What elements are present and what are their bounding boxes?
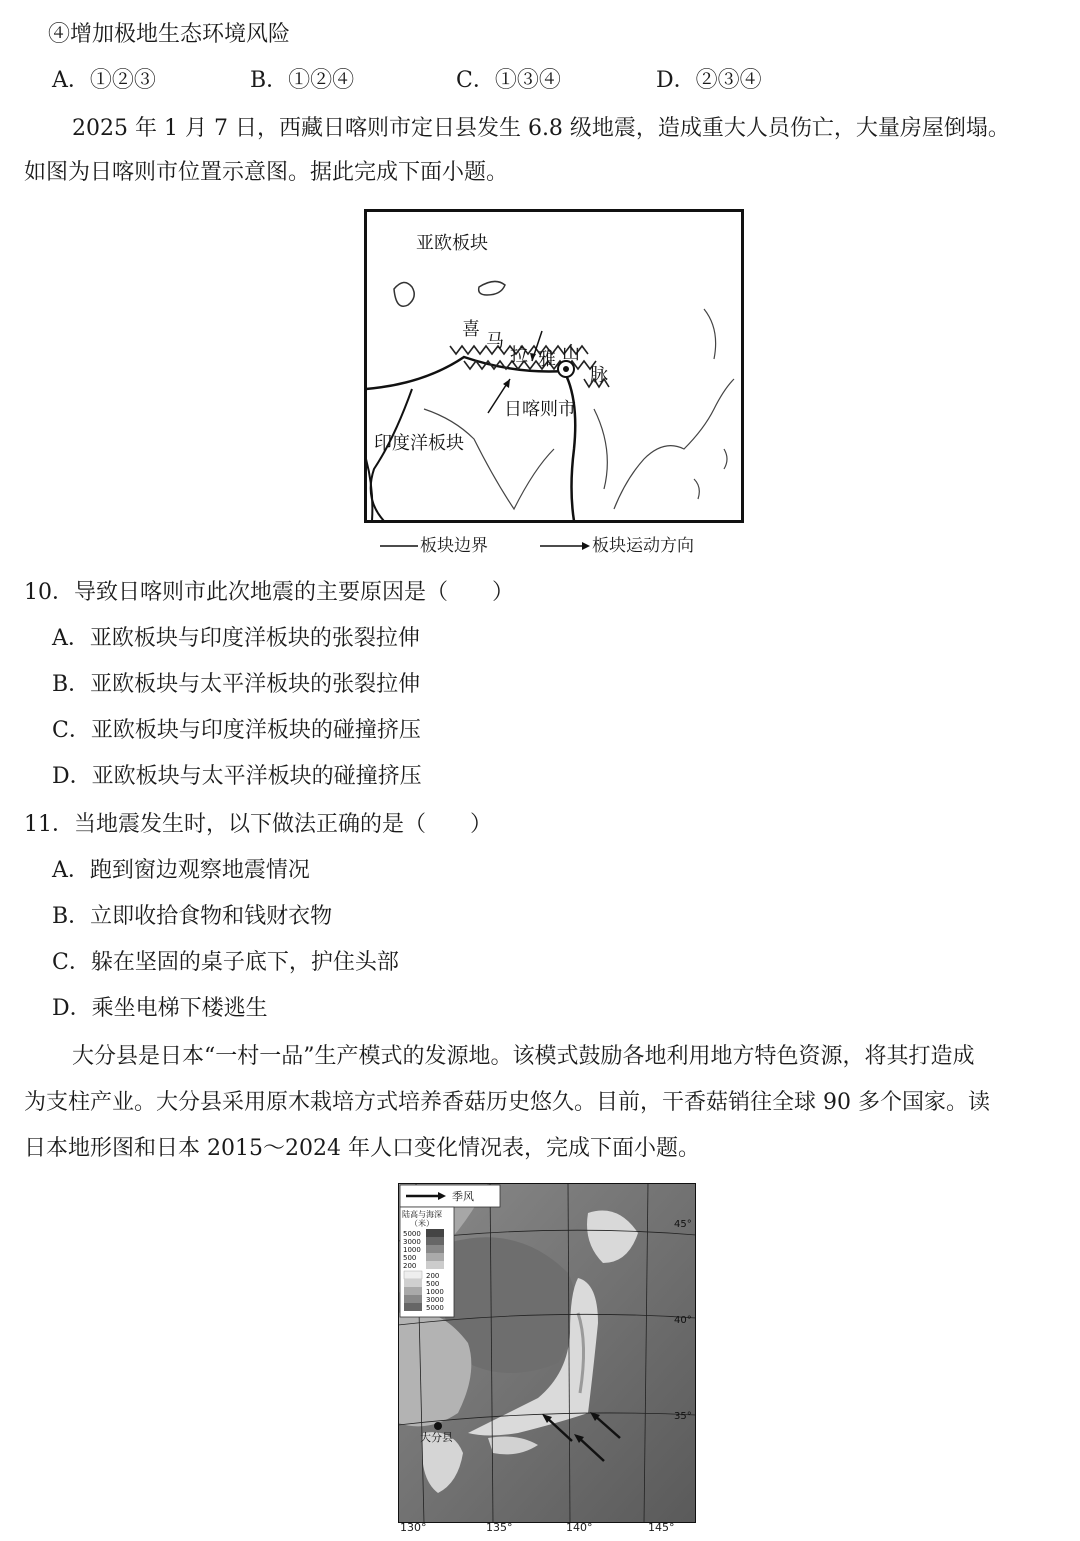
sea-swatch xyxy=(404,1295,422,1303)
japan-intro-line-2: 为支柱产业。大分县采用原木栽培方式培养香菇历史悠久。目前，干香菇销往全球 90 多个国家。读 xyxy=(24,1090,990,1115)
sea-swatch xyxy=(404,1279,422,1287)
legend-motion-arrow xyxy=(540,538,592,552)
q10-option-a[interactable]: A．亚欧板块与印度洋板块的张裂拉伸 xyxy=(52,626,420,651)
indian-plate-label: 印度洋板块 xyxy=(374,433,464,454)
q11-option-c[interactable]: C．躲在坚固的桌子底下，护住头部 xyxy=(52,950,399,975)
elevation-legend-title: 陆高与海深 xyxy=(402,1210,442,1219)
elevation-legend-unit: （米） xyxy=(410,1219,434,1228)
sea-swatch xyxy=(404,1303,422,1311)
q10-option-d[interactable]: D．亚欧板块与太平洋板块的碰撞挤压 xyxy=(52,764,422,789)
himalaya-label-3: 拉 xyxy=(510,345,528,366)
q10-option-c[interactable]: C．亚欧板块与印度洋板块的碰撞挤压 xyxy=(52,718,421,743)
q11-option-b[interactable]: B．立即收拾食物和钱财衣物 xyxy=(52,904,333,929)
oita-label: 大分县 xyxy=(420,1431,453,1444)
himalaya-label-4: 雅 xyxy=(538,349,556,370)
q11-option-a[interactable]: A．跑到窗边观察地震情况 xyxy=(52,858,310,883)
himalaya-label-6: 脉 xyxy=(590,365,608,386)
sea-swatch xyxy=(404,1287,422,1295)
himalaya-label-5: 山 xyxy=(562,343,580,364)
sea-level: 3000 xyxy=(426,1296,444,1304)
oita-marker xyxy=(434,1422,442,1430)
land-swatch xyxy=(426,1229,444,1237)
previous-options xyxy=(52,66,812,96)
shigatse-label: 日喀则市 xyxy=(504,399,576,420)
monsoon-legend-text: 季风 xyxy=(452,1190,474,1203)
previous-item-4: ④增加极地生态环境风险 xyxy=(48,22,291,47)
sea-level: 1000 xyxy=(426,1288,444,1296)
eurasian-plate-label: 亚欧板块 xyxy=(416,233,488,254)
previous-option-b[interactable]: B．①②④ xyxy=(250,68,355,93)
shigatse-marker-dot xyxy=(563,366,569,372)
land-swatch xyxy=(426,1261,444,1269)
land-level: 1000 xyxy=(403,1246,421,1254)
shigatse-location-map xyxy=(364,209,744,523)
japan-terrain-map xyxy=(398,1183,696,1523)
earthquake-intro-line-1: 2025 年 1 月 7 日，西藏日喀则市定日县发生 6.8 级地震，造成重大人员伤亡，大量房屋倒塌。 xyxy=(72,116,1010,141)
land-level: 5000 xyxy=(403,1230,421,1238)
land-swatch xyxy=(426,1253,444,1261)
previous-option-d[interactable]: D．②③④ xyxy=(656,68,762,93)
lon-label-130: 130° xyxy=(400,1521,427,1534)
legend-motion-text: 板块运动方向 xyxy=(592,536,694,556)
japan-intro-line-3: 日本地形图和日本 2015～2024 年人口变化情况表，完成下面小题。 xyxy=(24,1136,700,1161)
land-level: 200 xyxy=(403,1262,417,1270)
lon-label-135: 135° xyxy=(486,1521,513,1534)
q11-stem: 11．当地震发生时，以下做法正确的是（ ） xyxy=(24,812,492,837)
himalaya-label-1: 喜 xyxy=(462,319,480,340)
lat-label-45: 45° xyxy=(674,1219,692,1230)
q11-option-d[interactable]: D．乘坐电梯下楼逃生 xyxy=(52,996,268,1021)
sea-swatch xyxy=(404,1271,422,1279)
himalaya-label-2: 马 xyxy=(486,331,504,352)
q10-stem: 10．导致日喀则市此次地震的主要原因是（ ） xyxy=(24,580,514,605)
sea-level: 5000 xyxy=(426,1304,444,1312)
land-level: 3000 xyxy=(403,1238,421,1246)
earthquake-intro-line-2: 如图为日喀则市位置示意图。据此完成下面小题。 xyxy=(24,160,509,185)
lat-label-40: 40° xyxy=(674,1315,692,1326)
legend-boundary-text: 板块边界 xyxy=(420,536,488,556)
land-swatch xyxy=(426,1245,444,1253)
lon-label-140: 140° xyxy=(566,1521,593,1534)
sea-level: 500 xyxy=(426,1280,440,1288)
land-swatch xyxy=(426,1237,444,1245)
previous-option-a[interactable]: A．①②③ xyxy=(52,68,156,93)
lat-label-35: 35° xyxy=(674,1411,692,1422)
previous-option-c[interactable]: C．①③④ xyxy=(456,68,561,93)
q10-option-b[interactable]: B．亚欧板块与太平洋板块的张裂拉伸 xyxy=(52,672,421,697)
lon-label-145: 145° xyxy=(648,1521,675,1534)
sea-level: 200 xyxy=(426,1272,440,1280)
japan-intro-line-1: 大分县是日本“一村一品”生产模式的发源地。该模式鼓励各地利用地方特色资源，将其打造成 xyxy=(72,1044,975,1069)
land-level: 500 xyxy=(403,1254,417,1262)
